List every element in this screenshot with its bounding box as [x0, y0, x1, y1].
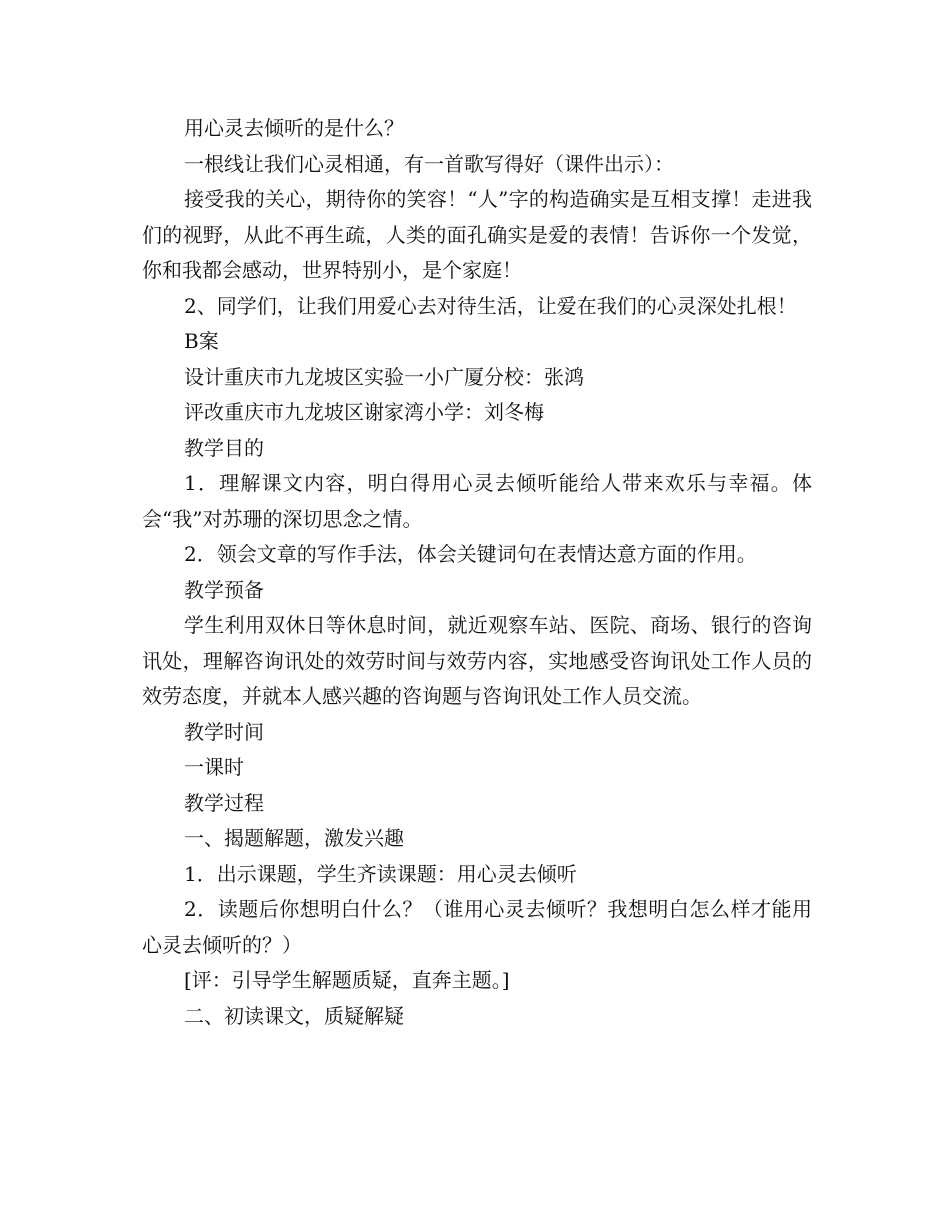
- paragraph-objective-1: 1．理解课文内容，明白得用心灵去倾听能给人带来欢乐与幸福。体会“我”对苏珊的深切思念之情。: [142, 471, 812, 531]
- paragraph-preparation: 学生利用双休日等休息时间，就近观察车站、医院、商场、银行的咨询讯处，理解咨询讯处的效劳时间与效劳内容，实地感受咨询讯处工作人员的效劳态度，并就本人感兴趣的咨询题与咨询讯处工作人员交流。: [142, 613, 812, 708]
- paragraph-step-2: 二、初读课文，质疑解疑: [184, 1003, 404, 1028]
- paragraph-reviewer: 评改重庆市九龙坡区谢家湾小学：刘冬梅: [184, 400, 544, 424]
- section-heading-plan-b: B案: [184, 329, 219, 353]
- section-heading-preparation: 教学预备: [184, 577, 264, 602]
- document-body: [142, 111, 812, 1034]
- paragraph-conclusion: 2、同学们，让我们用爱心去对待生活，让爱在我们的心灵深处扎根！: [184, 293, 797, 318]
- section-heading-process: 教学过程: [184, 790, 264, 815]
- paragraph-step-1: 一、揭题解题，激发兴趣: [184, 826, 404, 850]
- paragraph-step-1-1: 1．出示课题，学生齐读课题：用心灵去倾听: [184, 861, 577, 886]
- paragraph-designer: 设计重庆市九龙坡区实验一小广厦分校：张鸿: [184, 364, 584, 389]
- paragraph-time: 一课时: [184, 755, 244, 779]
- paragraph-song-intro: 一根线让我们心灵相通，有一首歌写得好（课件出示）：: [184, 151, 674, 176]
- section-heading-time: 教学时间: [184, 719, 264, 744]
- paragraph-question: 用心灵去倾听的是什么？: [184, 116, 404, 140]
- paragraph-review-note: [评：引导学生解题质疑，直奔主题。]: [184, 968, 510, 992]
- paragraph-song-lyrics: 接受我的关心，期待你的笑容！“人”字的构造确实是互相支撑！走进我们的视野，从此不再生疏，人类的面孔确实是爱的表情！告诉你一个发觉，你和我都会感动，世界特别小，是个家庭！: [142, 187, 812, 282]
- section-heading-objectives: 教学目的: [184, 435, 264, 460]
- paragraph-objective-2: 2．领会文章的写作手法，体会关键词句在表情达意方面的作用。: [184, 542, 757, 566]
- paragraph-step-1-2: 2．读题后你想明白什么？（谁用心灵去倾听？我想明白怎么样才能用心灵去倾听的？）: [142, 897, 812, 957]
